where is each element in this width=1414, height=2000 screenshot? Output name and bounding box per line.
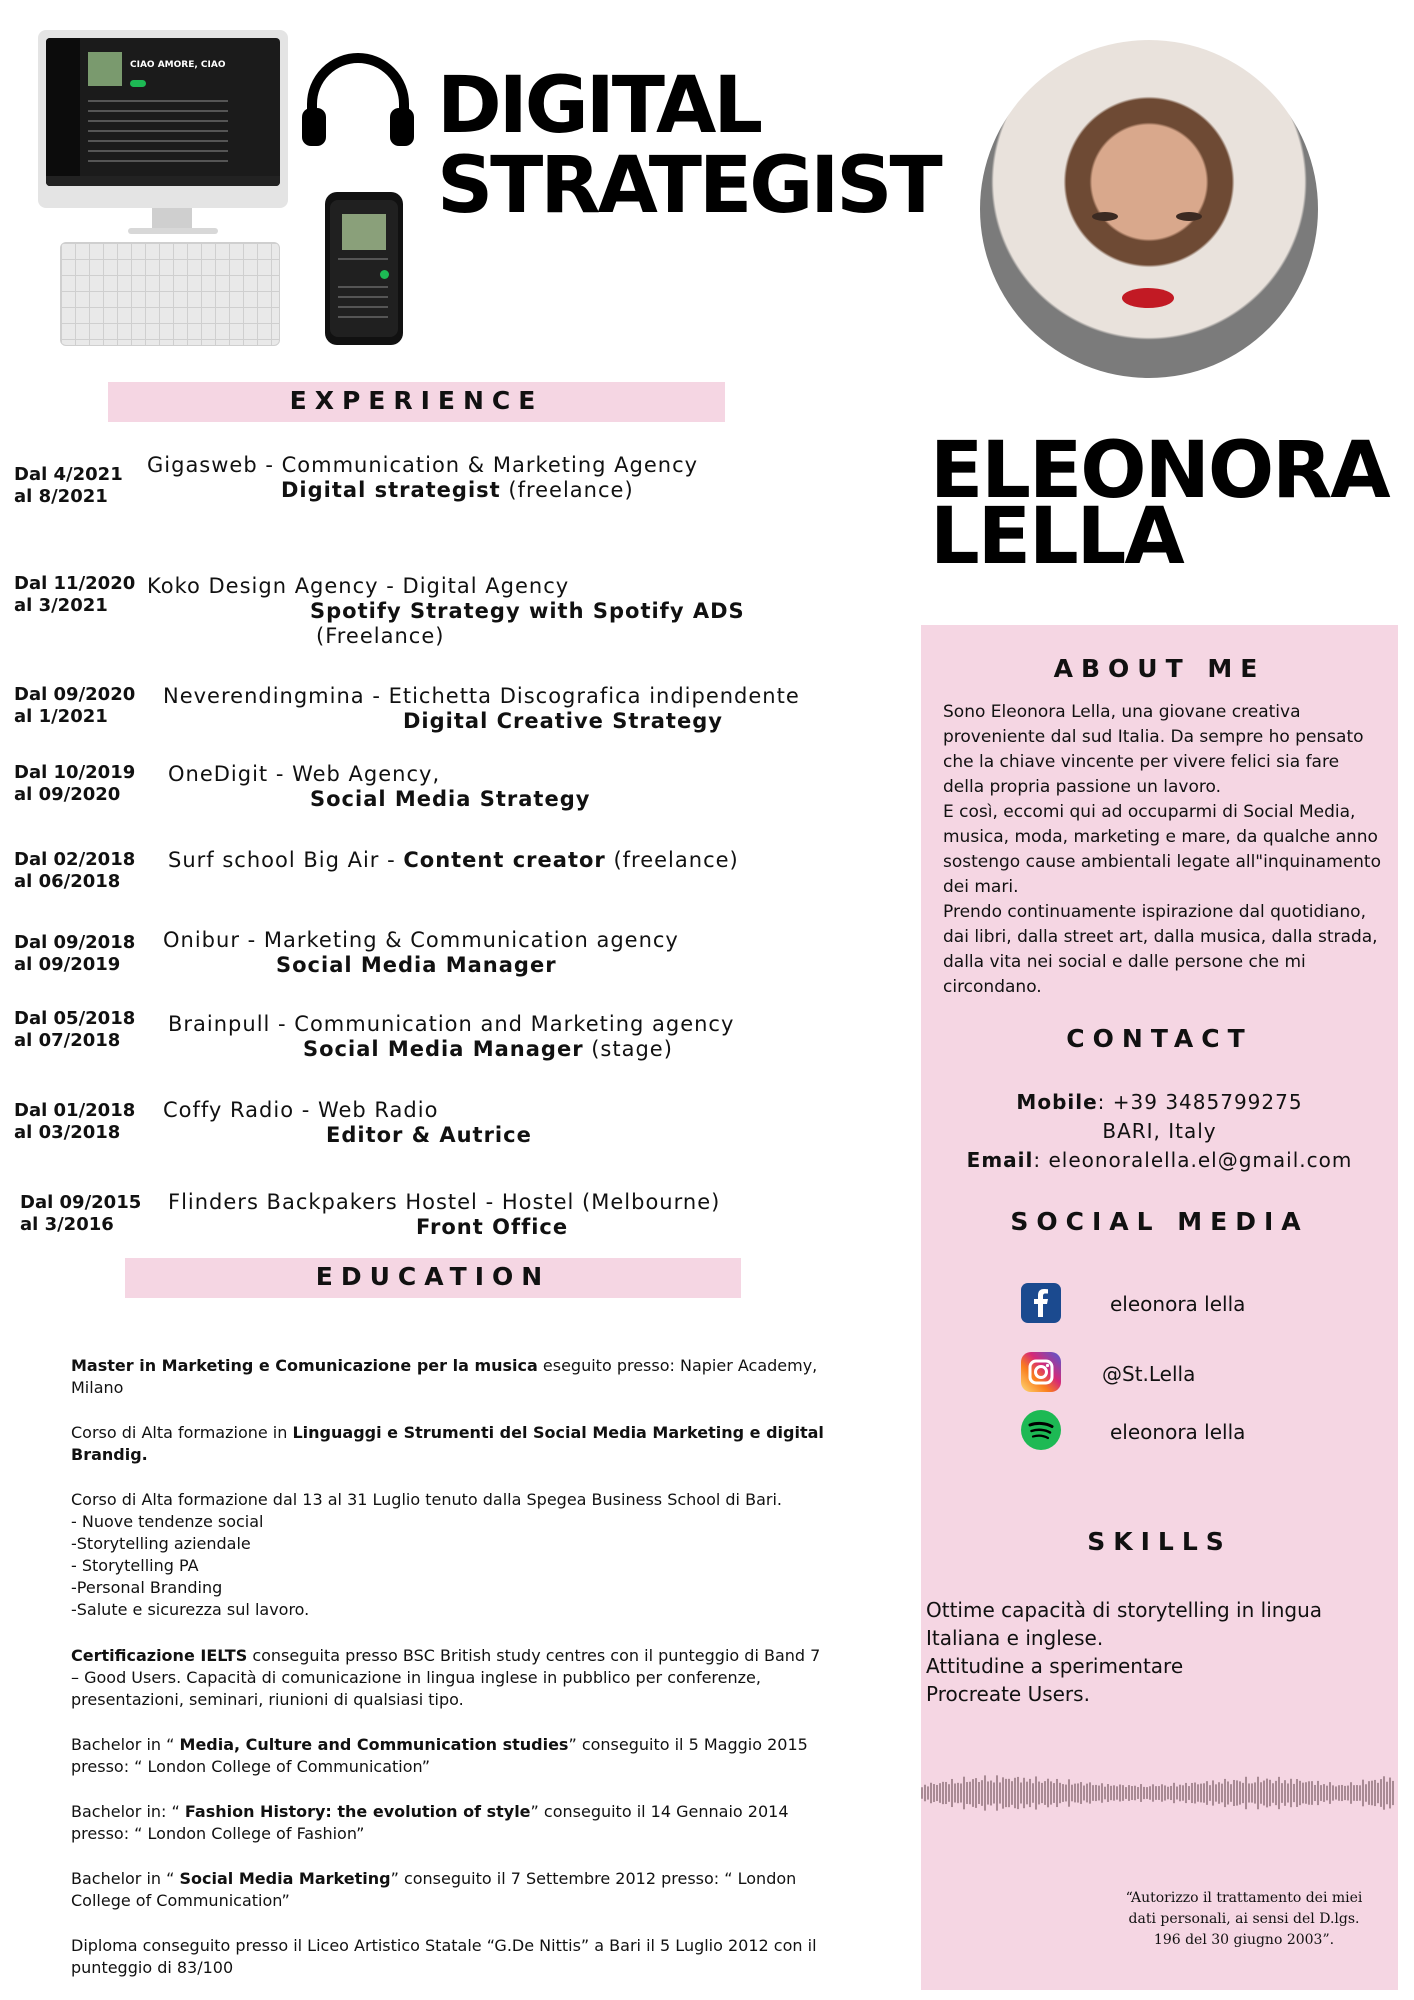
track-row	[88, 100, 228, 102]
wave-bar	[1206, 1781, 1208, 1805]
monitor-base	[128, 228, 218, 234]
experience-role: Editor & Autrice	[326, 1123, 532, 1147]
wave-bar	[1272, 1783, 1274, 1803]
about-heading: ABOUT ME	[1053, 654, 1266, 683]
wave-bar	[1152, 1784, 1154, 1801]
photo-eye	[1092, 212, 1118, 221]
wave-bar	[1017, 1777, 1019, 1809]
wave-bar	[1131, 1786, 1133, 1800]
wave-bar	[1365, 1784, 1367, 1801]
wave-bar	[1221, 1784, 1223, 1803]
experience-date: Dal 11/2020 al 3/2021	[14, 573, 136, 616]
education-entry: Diploma conseguito presso il Liceo Artistico Statale “G.De Nittis” a Bari il 5 Luglio 2012 con il punteggio di 83/100	[71, 1936, 817, 1977]
wave-bar	[939, 1783, 941, 1803]
wave-bar	[1311, 1781, 1313, 1805]
title-line-2: STRATEGIST	[437, 141, 940, 231]
wave-bar	[954, 1783, 956, 1802]
wave-bar	[1065, 1785, 1067, 1802]
wave-bar	[1236, 1780, 1238, 1805]
wave-bar	[1203, 1783, 1205, 1802]
experience-company: Surf school Big Air -	[168, 848, 404, 872]
wave-bar	[936, 1785, 938, 1801]
education-list-item: - Storytelling PA	[71, 1556, 199, 1575]
wave-bar	[1149, 1786, 1151, 1799]
wave-bar	[1191, 1783, 1193, 1803]
social-heading: SOCIAL MEDIA	[1010, 1207, 1309, 1236]
soundwave-decoration	[921, 1738, 1398, 1848]
wave-bar	[1200, 1784, 1202, 1803]
desktop-computer-illustration	[38, 30, 288, 208]
wave-bar	[1068, 1779, 1070, 1806]
wave-bar	[1278, 1777, 1280, 1809]
instagram-label[interactable]: @St.Lella	[1102, 1362, 1196, 1386]
wave-bar	[948, 1784, 950, 1802]
wave-bar	[1062, 1784, 1064, 1802]
wave-bar	[1209, 1785, 1211, 1801]
wave-bar	[1380, 1779, 1382, 1807]
wave-bar	[1023, 1778, 1025, 1808]
wave-bar	[984, 1775, 986, 1810]
education-heading: EDUCATION	[315, 1262, 551, 1291]
wave-bar	[999, 1782, 1001, 1803]
wave-bar	[1296, 1779, 1298, 1807]
experience-role: Digital strategist	[281, 478, 501, 502]
wave-bar	[972, 1779, 974, 1807]
wave-bar	[1128, 1785, 1130, 1801]
wave-bar	[930, 1783, 932, 1803]
experience-item	[168, 1190, 868, 1240]
wave-bar	[1227, 1781, 1229, 1804]
wave-bar	[966, 1782, 968, 1804]
wave-bar	[1014, 1778, 1016, 1808]
wave-bar	[978, 1782, 980, 1804]
wave-bar	[1266, 1779, 1268, 1808]
wave-bar	[1047, 1779, 1049, 1808]
education-entry: Bachelor in “ Social Media Marketing” conseguito il 7 Settembre 2012 presso: “ London College of Communication”	[71, 1869, 797, 1910]
wave-bar	[996, 1775, 998, 1810]
track-row	[88, 120, 228, 122]
wave-bar	[1254, 1782, 1256, 1803]
wave-bar	[1350, 1782, 1352, 1804]
wave-bar	[1092, 1785, 1094, 1801]
experience-date: Dal 02/2018 al 06/2018	[14, 849, 136, 892]
wave-bar	[1284, 1780, 1286, 1806]
wave-bar	[1242, 1783, 1244, 1803]
experience-date: Dal 01/2018 al 03/2018	[14, 1100, 136, 1143]
education-entry: Certificazione IELTS conseguita presso BSC British study centres con il punteggio di Band 7 – Good Users. Capacità di comunicazione in lingua inglese in pubblico per conferenze, presentazioni, seminari, riunioni di qualsiasi tipo.	[71, 1646, 821, 1709]
wave-bar	[1005, 1779, 1007, 1807]
experience-company: Koko Design Agency - Digital Agency	[147, 574, 570, 598]
album-title: CIAO AMORE, CIAO	[130, 60, 226, 70]
experience-heading: EXPERIENCE	[289, 386, 544, 415]
instagram-icon[interactable]	[1021, 1352, 1061, 1392]
experience-item: Gigasweb - Communication & Marketing Agency Digital strategist (freelance)	[147, 453, 747, 503]
wave-bar	[1383, 1776, 1385, 1809]
wave-bar	[1122, 1785, 1124, 1801]
wave-bar	[1371, 1781, 1373, 1806]
about-text: Sono Eleonora Lella, una giovane creativa proveniente dal sud Italia. Da sempre ho pensato che la chiave vincente per vivere felici sia fare della propria passione un lavoro. E così, eccomi qui ad occuparmi di Social Media, musica, moda, marketing e mare, da qualche anno sostengo cause ambientali legate all"inquinamento dei mari. Prendo continuamente ispirazione dal quotidiano, dai libri, dalla street art, dalla musica, dalla strada, dalla vita nei social e dalle persone che mi circondano.	[943, 702, 1381, 997]
education-entry: Bachelor in “ Media, Culture and Communication studies” conseguito il 5 Maggio 2015 presso: “ London College of Communication”	[71, 1735, 808, 1776]
wave-bar	[957, 1783, 959, 1803]
wave-bar	[1302, 1783, 1304, 1804]
contact-city: BARI, Italy	[1102, 1119, 1217, 1143]
wave-bar	[1197, 1784, 1199, 1801]
headphones-icon	[298, 52, 418, 148]
wave-bar	[1059, 1783, 1061, 1803]
experience-company: OneDigit - Web Agency,	[168, 762, 441, 786]
experience-item	[163, 684, 863, 734]
wave-bar	[1290, 1779, 1292, 1807]
wave-bar	[1392, 1781, 1394, 1805]
wave-bar	[1029, 1779, 1031, 1807]
phone-screen	[330, 200, 398, 337]
wave-bar	[1314, 1785, 1316, 1801]
wave-bar	[1155, 1786, 1157, 1800]
experience-item: Koko Design Agency - Digital Agency Spotify Strategy with Spotify ADS (Freelance)	[147, 574, 747, 649]
track-row	[88, 130, 228, 132]
wave-bar	[1161, 1784, 1163, 1801]
person-name	[930, 426, 1389, 582]
experience-date: Dal 05/2018 al 07/2018	[14, 1008, 136, 1051]
experience-item	[163, 928, 863, 978]
wave-bar	[1260, 1782, 1262, 1803]
education-entry: Master in Marketing e Comunicazione per la musica eseguito presso: Napier Academy, Milano	[71, 1356, 818, 1397]
experience-company: Onibur - Marketing & Communication agency	[163, 928, 679, 952]
wave-bar	[1074, 1784, 1076, 1803]
app-sidebar	[46, 38, 80, 186]
monitor-stand	[152, 208, 192, 230]
wave-bar	[990, 1781, 992, 1806]
wave-bar	[1053, 1783, 1055, 1803]
profile-photo	[980, 40, 1318, 378]
photo-eye	[1176, 212, 1202, 221]
wave-bar	[1359, 1785, 1361, 1800]
wave-bar	[1089, 1782, 1091, 1803]
wave-bar	[1344, 1786, 1346, 1800]
wave-bar	[1287, 1783, 1289, 1802]
phone-row	[338, 258, 388, 260]
wave-bar	[1215, 1784, 1217, 1801]
wave-bar	[1329, 1782, 1331, 1804]
wave-bar	[924, 1785, 926, 1802]
spotify-label[interactable]: eleonora lella	[1110, 1420, 1246, 1444]
phone-row	[338, 286, 388, 288]
education-list-item: -Storytelling aziendale	[71, 1534, 251, 1553]
wave-bar	[945, 1782, 947, 1804]
education-list-item: - Nuove tendenze social	[71, 1512, 264, 1531]
skills-heading: SKILLS	[1087, 1527, 1232, 1556]
contact-mobile: Mobile: +39 3485799275	[1016, 1090, 1303, 1114]
wave-bar	[1308, 1781, 1310, 1804]
wave-bar	[1317, 1781, 1319, 1805]
wave-bar	[1185, 1783, 1187, 1803]
experience-date: Dal 4/2021 al 8/2021	[14, 464, 123, 507]
wave-bar	[1020, 1782, 1022, 1803]
wave-bar	[951, 1779, 953, 1807]
wave-bar	[1188, 1786, 1190, 1800]
experience-company: Coffy Radio - Web Radio	[163, 1098, 439, 1122]
play-button	[130, 80, 146, 87]
wave-bar	[1218, 1782, 1220, 1804]
education-entry: Bachelor in: “ Fashion History: the evolution of style” conseguito il 14 Gennaio 2014 presso: “ London College of Fashion”	[71, 1802, 789, 1843]
wave-bar	[933, 1784, 935, 1802]
wave-bar	[1386, 1782, 1388, 1805]
wave-bar	[927, 1786, 929, 1799]
last-name: LELLA	[930, 492, 1183, 582]
wave-bar	[1374, 1780, 1376, 1806]
wave-bar	[1320, 1785, 1322, 1801]
experience-role: Front Office	[416, 1215, 569, 1239]
contact-block	[921, 1088, 1398, 1175]
wave-bar	[921, 1787, 923, 1799]
wave-bar	[1251, 1783, 1253, 1802]
player-bar	[46, 176, 280, 186]
wave-bar	[1116, 1786, 1118, 1799]
wave-bar	[1230, 1784, 1232, 1802]
wave-bar	[975, 1778, 977, 1808]
contact-heading: CONTACT	[1066, 1024, 1253, 1053]
wave-bar	[981, 1780, 983, 1806]
experience-company: Flinders Backpakers Hostel - Hostel (Melbourne)	[168, 1190, 721, 1214]
wave-bar	[1083, 1786, 1085, 1801]
wave-bar	[1167, 1787, 1169, 1800]
wave-bar	[1044, 1781, 1046, 1805]
wave-bar	[963, 1777, 965, 1810]
wave-bar	[969, 1782, 971, 1805]
experience-item: Surf school Big Air - Content creator (freelance)	[168, 848, 739, 872]
wave-bar	[1158, 1786, 1160, 1800]
experience-role: Social Media Strategy	[310, 787, 591, 811]
phone-row	[338, 296, 388, 298]
title-line-1: DIGITAL	[437, 61, 761, 151]
education-entry: Corso di Alta formazione in Linguaggi e Strumenti del Social Media Marketing e digital Brandig.	[71, 1423, 824, 1464]
photo-lips	[1122, 288, 1174, 308]
wave-bar	[1164, 1785, 1166, 1800]
wave-bar	[1239, 1781, 1241, 1804]
wave-bar	[942, 1782, 944, 1804]
experience-company: Gigasweb - Communication & Marketing Agency	[147, 453, 699, 477]
wave-bar	[1377, 1783, 1379, 1803]
wave-bar	[1146, 1787, 1148, 1799]
contact-email: Email: eleonoralella.el@gmail.com	[966, 1148, 1353, 1172]
experience-role: Social Media Manager	[276, 953, 557, 977]
wave-bar	[1269, 1780, 1271, 1806]
skills-text: Ottime capacità di storytelling in lingua Italiana e inglese. Attitudine a sperimentare Procreate Users.	[926, 1598, 1323, 1706]
wave-bar	[1245, 1777, 1247, 1809]
experience-date: Dal 10/2019 al 09/2020	[14, 762, 136, 805]
wave-bar	[1257, 1777, 1259, 1810]
education-list-item: -Personal Branding	[71, 1578, 223, 1597]
experience-company: Brainpull - Communication and Marketing agency	[168, 1012, 735, 1036]
wave-bar	[1341, 1785, 1343, 1801]
first-name: ELEONORA	[930, 426, 1389, 516]
wave-bar	[1323, 1784, 1325, 1802]
wave-bar	[1134, 1786, 1136, 1801]
wave-bar	[1353, 1785, 1355, 1801]
wave-bar	[1125, 1787, 1127, 1799]
experience-company: Neverendingmina - Etichetta Discografica indipendente	[163, 684, 800, 708]
experience-role: Spotify Strategy with Spotify ADS	[310, 599, 745, 623]
phone-play-icon	[380, 270, 389, 279]
wave-bar	[1275, 1781, 1277, 1805]
wave-bar	[1026, 1782, 1028, 1805]
computer-screen	[46, 38, 280, 186]
wave-bar	[987, 1781, 989, 1804]
wave-bar	[1041, 1783, 1043, 1803]
wave-bar	[1182, 1785, 1184, 1800]
wave-bar	[1143, 1787, 1145, 1799]
experience-role: Social Media Manager	[303, 1037, 584, 1061]
wave-bar	[1095, 1785, 1097, 1801]
phone-row	[338, 306, 388, 308]
facebook-label[interactable]: eleonora lella	[1110, 1292, 1246, 1316]
wave-bar	[1326, 1786, 1328, 1801]
wave-bar	[1368, 1781, 1370, 1805]
wave-bar	[1263, 1781, 1265, 1806]
wave-bar	[1077, 1783, 1079, 1802]
track-row	[88, 140, 228, 142]
wave-bar	[1338, 1785, 1340, 1801]
wave-bar	[1299, 1781, 1301, 1805]
wave-bar	[1119, 1785, 1121, 1802]
wave-bar	[1008, 1779, 1010, 1807]
wave-bar	[1194, 1783, 1196, 1804]
experience-role: Content creator	[403, 848, 606, 872]
wave-bar	[1056, 1779, 1058, 1807]
wave-bar	[1038, 1782, 1040, 1805]
experience-item	[163, 1098, 763, 1148]
wave-bar	[1179, 1785, 1181, 1802]
wave-bar	[1050, 1781, 1052, 1804]
facebook-icon[interactable]	[1021, 1283, 1061, 1323]
phone-album-cover	[342, 214, 386, 250]
wave-bar	[1173, 1783, 1175, 1803]
wave-bar	[1305, 1782, 1307, 1804]
wave-bar	[1170, 1786, 1172, 1800]
wave-bar	[1137, 1787, 1139, 1799]
wave-bar	[1140, 1784, 1142, 1802]
experience-date: Dal 09/2018 al 09/2019	[14, 932, 136, 975]
wave-bar	[1347, 1786, 1349, 1801]
wave-bar	[1032, 1783, 1034, 1803]
track-row	[88, 150, 228, 152]
wave-bar	[1332, 1785, 1334, 1800]
wave-bar	[1335, 1786, 1337, 1799]
wave-bar	[1071, 1785, 1073, 1802]
education-entry: Corso di Alta formazione dal 13 al 31 Luglio tenuto dalla Spegea Business School di Bari. - Nuove tendenze social -Storytelling aziendale - Storytelling PA -Personal Branding -Salute e sicurezza sul lavoro.	[71, 1489, 831, 1621]
wave-bar	[1110, 1786, 1112, 1800]
wave-bar	[1107, 1784, 1109, 1802]
wave-bar	[1011, 1781, 1013, 1805]
wave-bar	[1356, 1785, 1358, 1801]
smartphone-illustration	[325, 192, 403, 345]
wave-bar	[1248, 1783, 1250, 1802]
wave-bar	[1104, 1787, 1106, 1800]
wave-bar	[1293, 1784, 1295, 1802]
wave-bar	[1212, 1780, 1214, 1805]
wave-bar	[1080, 1782, 1082, 1804]
wave-bar	[1086, 1784, 1088, 1803]
wave-bar	[1233, 1780, 1235, 1806]
wave-bar	[1389, 1778, 1391, 1809]
experience-date: Dal 09/2015 al 3/2016	[20, 1192, 142, 1235]
wave-bar	[1176, 1787, 1178, 1800]
education-list-item: -Salute e sicurezza sul lavoro.	[71, 1600, 310, 1619]
track-row	[88, 160, 228, 162]
wave-bar	[1281, 1783, 1283, 1803]
wave-bar	[1035, 1776, 1037, 1809]
experience-item	[168, 762, 768, 812]
wave-bar	[1113, 1785, 1115, 1800]
wave-bar	[1224, 1779, 1226, 1807]
keyboard-illustration	[60, 242, 280, 346]
album-cover	[88, 52, 122, 86]
wave-bar	[1362, 1780, 1364, 1807]
phone-row	[338, 316, 388, 318]
wave-bar	[1098, 1786, 1100, 1801]
experience-date: Dal 09/2020 al 1/2021	[14, 684, 136, 727]
page-title	[437, 61, 940, 231]
wave-bar	[1002, 1777, 1004, 1808]
wave-bar	[1101, 1783, 1103, 1803]
experience-item: Brainpull - Communication and Marketing agency Social Media Manager (stage)	[168, 1012, 868, 1062]
spotify-icon[interactable]	[1021, 1410, 1061, 1450]
track-row	[88, 110, 228, 112]
wave-bar	[960, 1783, 962, 1802]
wave-bar	[993, 1782, 995, 1803]
experience-role: Digital Creative Strategy	[403, 709, 723, 733]
privacy-consent: “Autorizzo il trattamento dei miei dati personali, ai sensi del D.lgs. 196 del 30 giugno 2003”.	[1125, 1890, 1363, 1948]
